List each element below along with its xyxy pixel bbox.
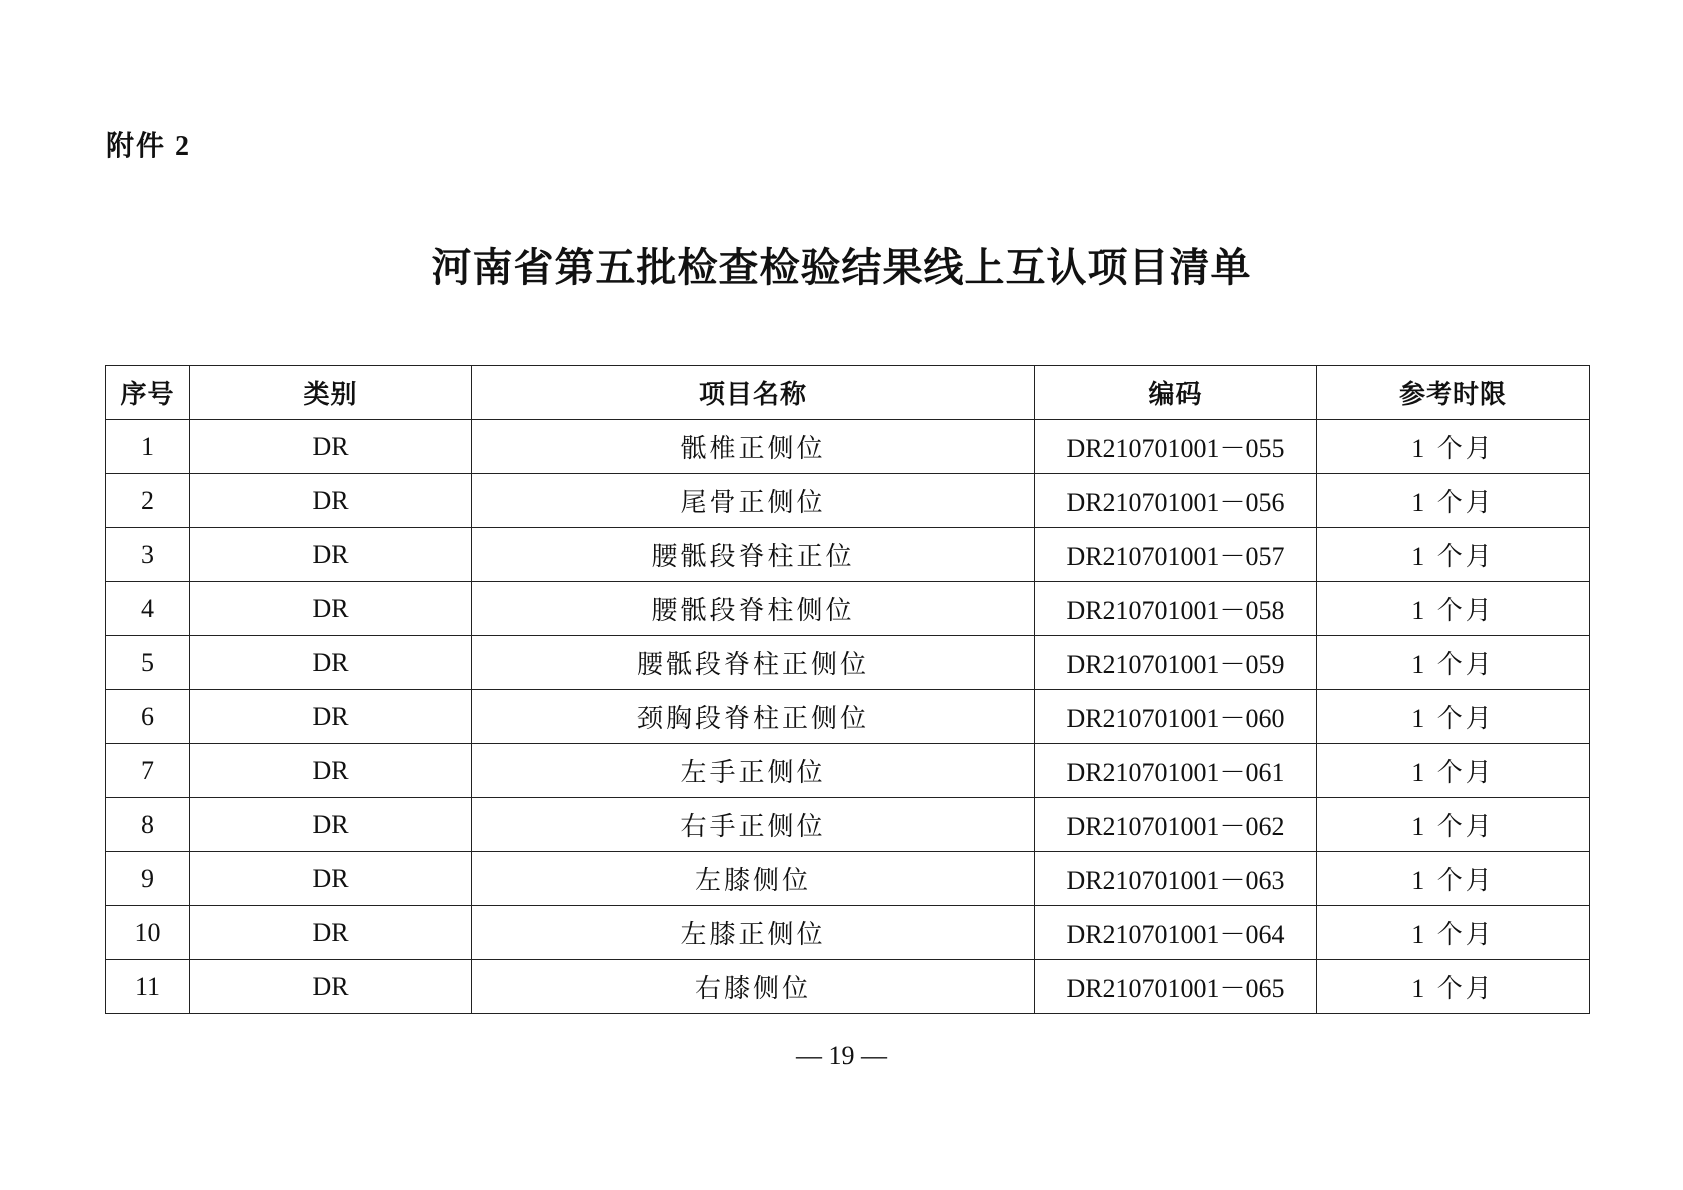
cell-code: DR210701001－060 (1035, 690, 1317, 744)
cell-serial-number: 7 (106, 744, 190, 798)
table-row (106, 420, 1590, 474)
table-row (106, 906, 1590, 960)
table-row (106, 528, 1590, 582)
cell-reference-period: 1 个月 (1317, 852, 1590, 906)
cell-category: DR (190, 582, 472, 636)
cell-category: DR (190, 690, 472, 744)
cell-serial-number: 5 (106, 636, 190, 690)
cell-serial-number: 1 (106, 420, 190, 474)
table-body (106, 420, 1590, 1014)
cell-code: DR210701001－055 (1035, 420, 1317, 474)
cell-code: DR210701001－058 (1035, 582, 1317, 636)
cell-reference-period: 1 个月 (1317, 744, 1590, 798)
cell-serial-number: 4 (106, 582, 190, 636)
cell-code: DR210701001－057 (1035, 528, 1317, 582)
table-row (106, 474, 1590, 528)
table-row (106, 636, 1590, 690)
cell-code: DR210701001－061 (1035, 744, 1317, 798)
cell-serial-number: 10 (106, 906, 190, 960)
cell-category: DR (190, 474, 472, 528)
cell-category: DR (190, 636, 472, 690)
cell-item-name: 左手正侧位 (472, 744, 1035, 798)
cell-category: DR (190, 420, 472, 474)
header-serial-number: 序号 (106, 366, 190, 420)
cell-category: DR (190, 528, 472, 582)
header-reference-period: 参考时限 (1317, 366, 1590, 420)
table-header-row (106, 366, 1590, 420)
cell-serial-number: 2 (106, 474, 190, 528)
cell-item-name: 腰骶段脊柱侧位 (472, 582, 1035, 636)
cell-code: DR210701001－064 (1035, 906, 1317, 960)
project-list-table (105, 365, 1590, 1014)
cell-serial-number: 8 (106, 798, 190, 852)
cell-item-name: 颈胸段脊柱正侧位 (472, 690, 1035, 744)
cell-category: DR (190, 852, 472, 906)
cell-category: DR (190, 744, 472, 798)
cell-item-name: 左膝正侧位 (472, 906, 1035, 960)
cell-category: DR (190, 960, 472, 1014)
cell-reference-period: 1 个月 (1317, 690, 1590, 744)
cell-serial-number: 3 (106, 528, 190, 582)
cell-code: DR210701001－065 (1035, 960, 1317, 1014)
cell-code: DR210701001－059 (1035, 636, 1317, 690)
cell-item-name: 腰骶段脊柱正位 (472, 528, 1035, 582)
cell-reference-period: 1 个月 (1317, 474, 1590, 528)
table-row (106, 744, 1590, 798)
cell-item-name: 右膝侧位 (472, 960, 1035, 1014)
cell-category: DR (190, 906, 472, 960)
cell-code: DR210701001－062 (1035, 798, 1317, 852)
cell-code: DR210701001－063 (1035, 852, 1317, 906)
document-title: 河南省第五批检查检验结果线上互认项目清单 (431, 245, 1252, 290)
header-code: 编码 (1035, 366, 1317, 420)
cell-reference-period: 1 个月 (1317, 960, 1590, 1014)
header-category: 类别 (190, 366, 472, 420)
attachment-label: 附件 2 (106, 131, 192, 162)
table-row (106, 690, 1590, 744)
cell-reference-period: 1 个月 (1317, 528, 1590, 582)
cell-reference-period: 1 个月 (1317, 582, 1590, 636)
table-row (106, 582, 1590, 636)
header-item-name: 项目名称 (472, 366, 1035, 420)
cell-item-name: 腰骶段脊柱正侧位 (472, 636, 1035, 690)
table-row (106, 960, 1590, 1014)
cell-serial-number: 11 (106, 960, 190, 1014)
table-row (106, 852, 1590, 906)
cell-reference-period: 1 个月 (1317, 798, 1590, 852)
page-number: — 19 — (796, 1041, 887, 1070)
cell-serial-number: 6 (106, 690, 190, 744)
table-row (106, 798, 1590, 852)
cell-serial-number: 9 (106, 852, 190, 906)
cell-reference-period: 1 个月 (1317, 636, 1590, 690)
cell-item-name: 右手正侧位 (472, 798, 1035, 852)
cell-reference-period: 1 个月 (1317, 906, 1590, 960)
cell-item-name: 尾骨正侧位 (472, 474, 1035, 528)
cell-category: DR (190, 798, 472, 852)
cell-code: DR210701001－056 (1035, 474, 1317, 528)
cell-reference-period: 1 个月 (1317, 420, 1590, 474)
cell-item-name: 骶椎正侧位 (472, 420, 1035, 474)
cell-item-name: 左膝侧位 (472, 852, 1035, 906)
